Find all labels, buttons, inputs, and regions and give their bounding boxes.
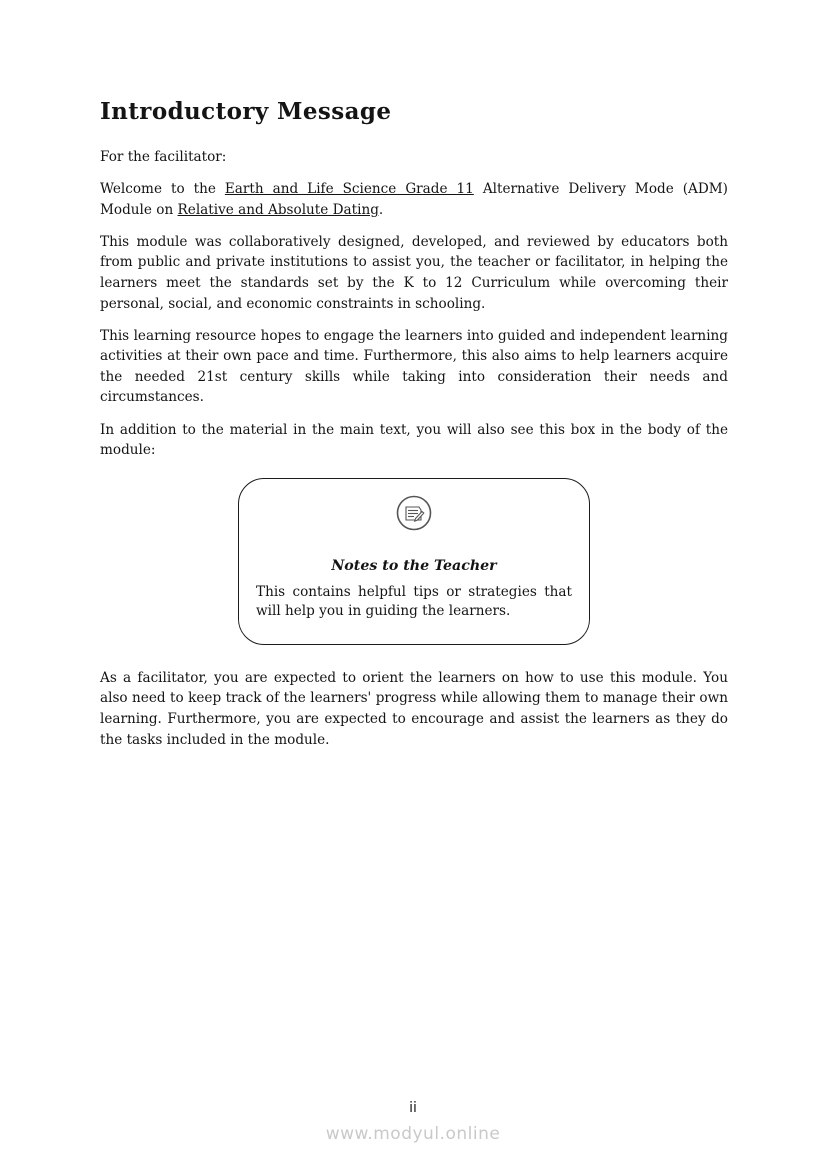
body-paragraph-1: This module was collaboratively designed, developed, and reviewed by educators both from public and private institutions to assist you, the teacher or facilitator, in helping the learners meet the standards set by the K to 12 Curriculum while overcoming their personal, social, and economic constraints in schooling. [100,233,728,312]
page-number: ii [409,1100,417,1116]
note-box-heading: Notes to the Teacher [331,557,497,574]
salutation: For the facilitator: [100,149,227,165]
notes-writing-icon [395,494,433,532]
welcome-text-2: Alternative Delivery Mode (ADM) Module on [100,181,728,218]
watermark-text: www.modyul.online [325,1124,501,1144]
page-title: Introductory Message [100,98,392,125]
subject-title-underlined: Earth and Life Science Grade 11 [224,181,474,198]
note-box-body: This contains helpful tips or strategies that will help you in guiding the learners. [256,583,572,620]
page-content [100,98,728,762]
body-paragraph-2: This learning resource hopes to engage the learners into guided and independent learning activities at their own pace and time. Furthermore, this also aims to help learners acquire the needed 21st century skills while taking into consideration their needs and circumstances. [100,327,728,406]
note-icon-container [256,494,572,536]
welcome-text-3: . [378,201,384,218]
welcome-paragraph [100,179,728,220]
body-paragraph-3: In addition to the material in the main text, you will also see this box in the body of the module: [100,421,728,459]
closing-paragraph: As a facilitator, you are expected to orient the learners on how to use this module. You also need to keep track of the learners' progress while allowing them to manage their own learning. Furthermore, you are expected to encourage and assist the learners as they do the tasks included in the module. [100,669,728,748]
notes-to-teacher-box [238,478,590,645]
module-title-underlined: Relative and Absolute Dating [177,201,379,218]
welcome-text-1: Welcome to the [100,181,225,198]
